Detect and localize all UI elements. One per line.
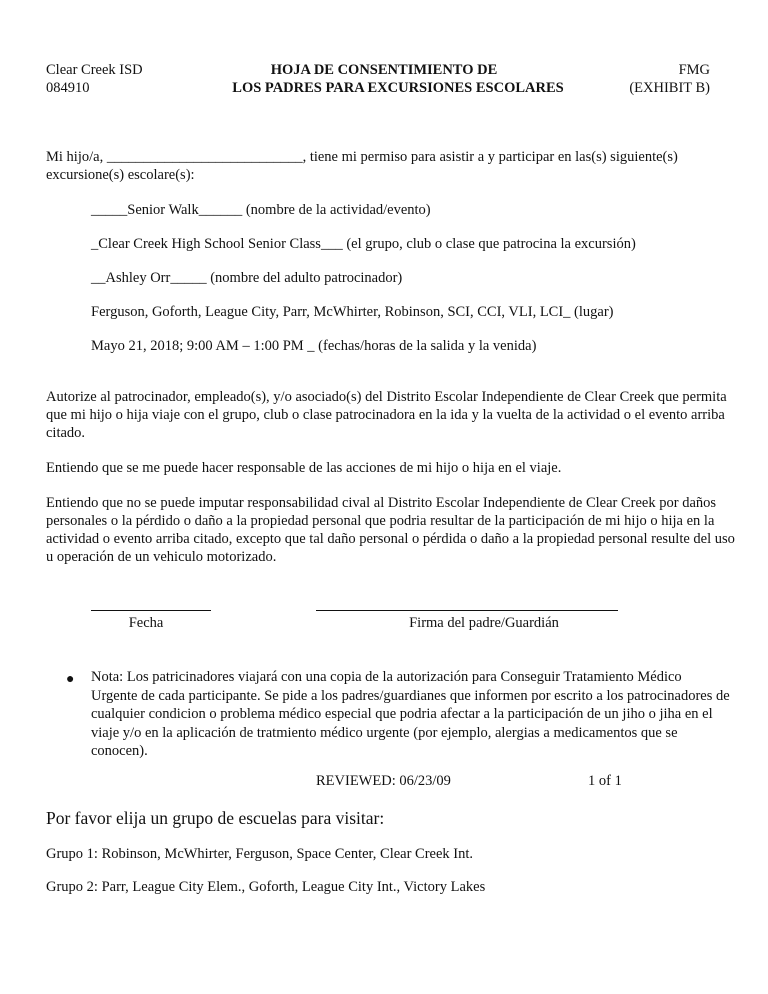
sponsor-adult-field: __Ashley Orr_____ (nombre del adulto patrocinador) [91, 270, 403, 286]
school-groups-heading: Por favor elija un grupo de escuelas para visitar: [46, 808, 385, 828]
exhibit-label: (EXHIBIT B) [629, 80, 710, 96]
consent-line-2: excursione(s) escolare(s): [46, 167, 195, 183]
page-number: 1 of 1 [588, 773, 622, 789]
activity-field: _____Senior Walk______ (nombre de la actividad/evento) [91, 202, 431, 218]
form-title-line2: LOS PADRES PARA EXCURSIONES ESCOLARES [232, 80, 564, 96]
school-group-1: Grupo 1: Robinson, McWhirter, Ferguson, Space Center, Clear Creek Int. [46, 846, 474, 862]
parent-signature-label: Firma del padre/Guardián [409, 615, 559, 631]
consent-line-1: Mi hijo/a, ___________________________, tiene mi permiso para asistir a y participar en las(s) siguiente(s) [46, 149, 678, 165]
district-code: 084910 [46, 80, 90, 96]
date-signature-line [91, 610, 211, 611]
form-title-line1: HOJA DE CONSENTIMIENTO DE [270, 62, 498, 78]
school-group-2: Grupo 2: Parr, League City Elem., Goforth, League City Int., Victory Lakes [46, 879, 486, 895]
sponsor-group-field: _Clear Creek High School Senior Class___ (el grupo, club o clase que patrocina la excursión) [91, 236, 636, 252]
form-code: FMG [678, 62, 710, 78]
reviewed-date: REVIEWED: 06/23/09 [316, 773, 451, 789]
location-field: Ferguson, Goforth, League City, Parr, McWhirter, Robinson, SCI, CCI, VLI, LCI_ (lugar) [91, 304, 614, 320]
liability-paragraph: Entiendo que no se puede imputar responsabilidad cival al Distrito Escolar Independiente de Clear Creek por daños personales o la pérdido o daño a la propiedad personal que podria resultar de la participación de mi hijo o hija en la actividad o evento arriba citado, excepto que tal daño personal o pérdida o daño a la propiedad personal resulte del uso u operación de un vehiculo motorizado. [46, 495, 735, 565]
district-name: Clear Creek ISD [46, 62, 143, 78]
parent-signature-line [316, 610, 618, 611]
date-label: Fecha [128, 615, 164, 631]
authorization-paragraph: Autorize al patrocinador, empleado(s), y/o asociado(s) del Distrito Escolar Independiente de Clear Creek que permita que mi hijo o hija viaje con el grupo, club o clase patrocinadora en la ida y la vuelta de la actividad o el evento arriba citado. [46, 389, 727, 441]
bullet-icon: ● [66, 672, 75, 687]
dates-field: Mayo 21, 2018; 9:00 AM – 1:00 PM _ (fechas/horas de la salida y la venida) [91, 338, 537, 354]
responsibility-paragraph: Entiendo que se me puede hacer responsable de las acciones de mi hijo o hija en el viaje. [46, 460, 562, 476]
medical-note: Nota: Los patricinadores viajará con una copia de la autorización para Conseguir Tratamiento Médico Urgente de cada participante. Se pide a los padres/guardianes que informen por escrito a los patrocinadores de cualquier condicion o problema médico especial que podria afectar a la participación de un jiho o jiha en el viaje y/o en la aplicación de tratmiento médico urgente (por ejemplo, alergias a medicamentos que se conocen). [91, 669, 730, 759]
